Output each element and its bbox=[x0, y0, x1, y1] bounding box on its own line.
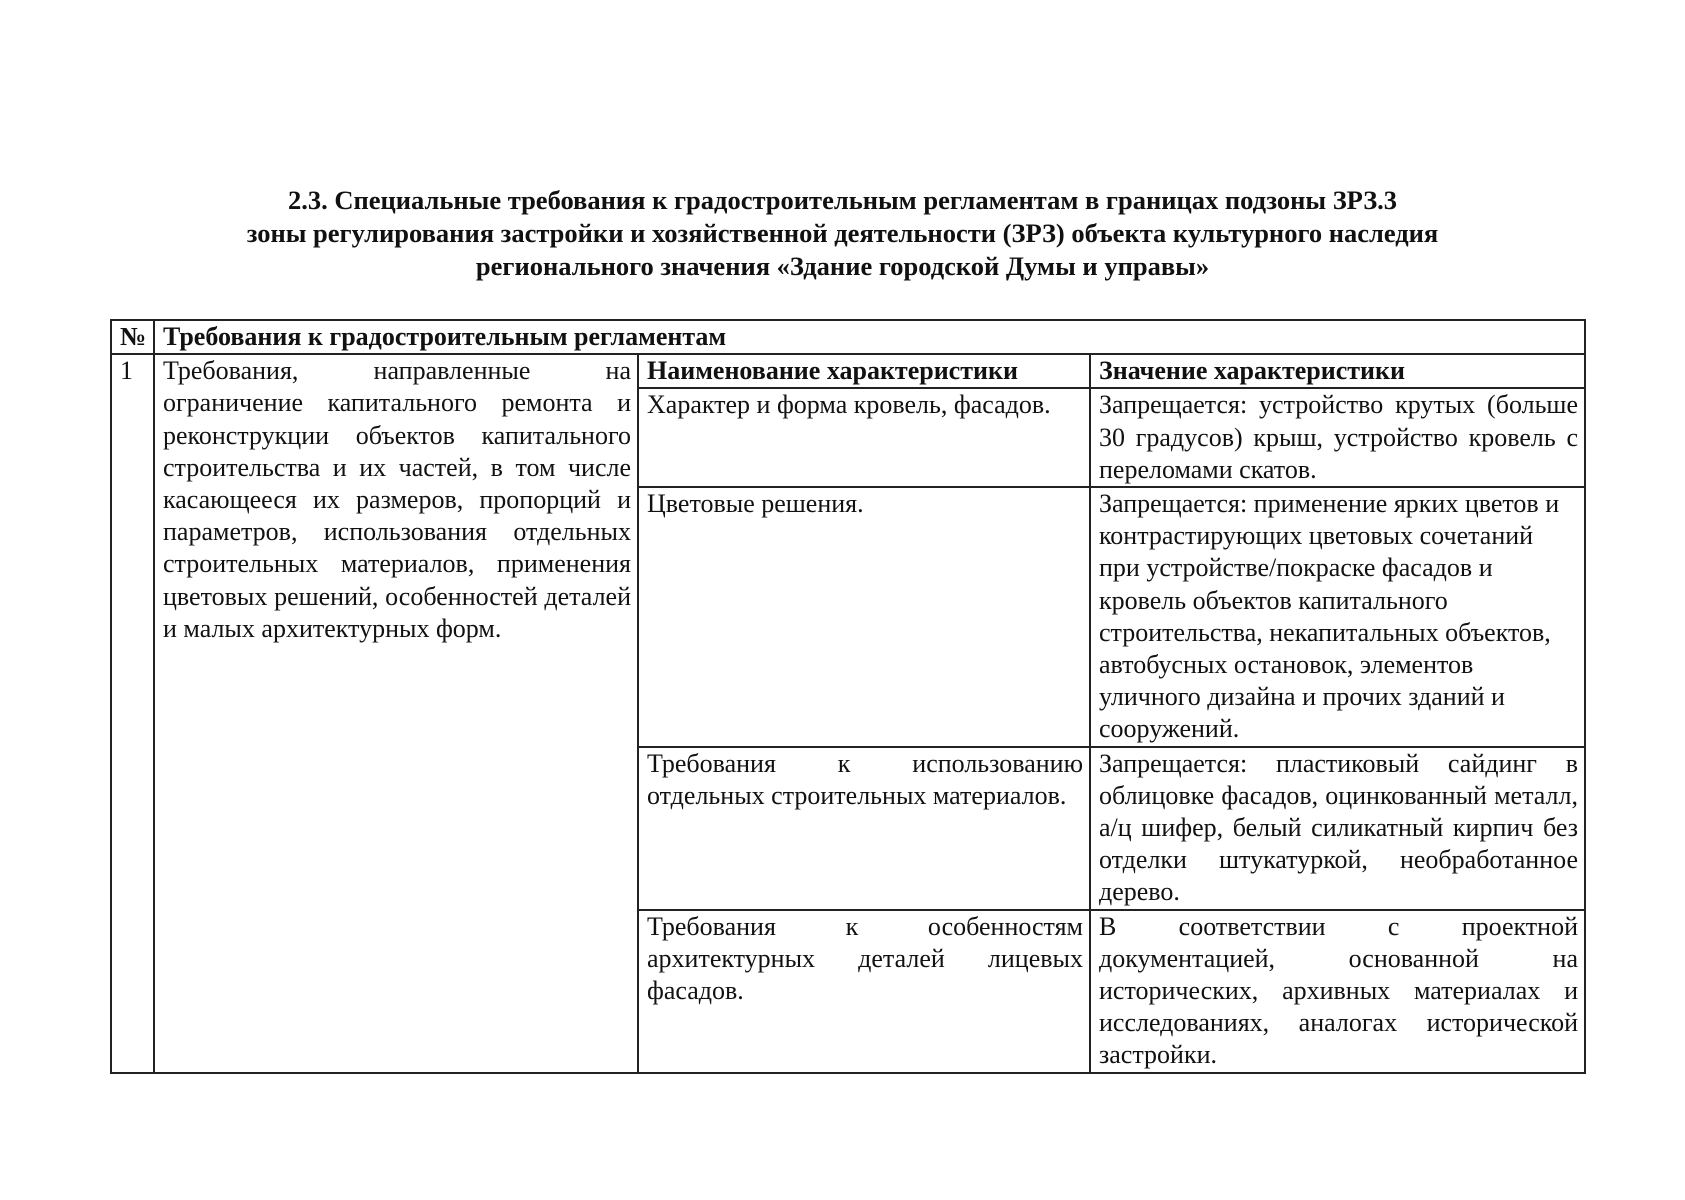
value-cell: Запрещается: устройство крутых (больше 30 градусов) крыш, устройство кровель с переломами скатов. bbox=[1090, 388, 1585, 487]
characteristic-cell: Цветовые решения. bbox=[638, 487, 1090, 747]
value-cell: Запрещается: пластиковый сайдинг в облицовке фасадов, оцинкованный металл, а/ц шифер, белый силикатный кирпич без отделки штукатуркой, необработанное дерево. bbox=[1090, 747, 1585, 910]
table-header-row bbox=[111, 320, 1585, 354]
table-row bbox=[111, 354, 1585, 388]
value-cell: В соответствии с проектной документацией, основанной на исторических, архивных материалах и исследованиях, аналогах исторической застройки. bbox=[1090, 910, 1585, 1073]
header-number: № bbox=[111, 320, 154, 354]
row-number: 1 bbox=[111, 354, 154, 1072]
title-line-3: регионального значения «Здание городской Думы и управы» bbox=[475, 251, 1210, 281]
title-line-1: 2.3. Специальные требования к градостроительным регламентам в границах подзоны ЗРЗ.3 bbox=[287, 185, 1398, 215]
characteristic-cell: Требования к особенностям архитектурных деталей лицевых фасадов. bbox=[638, 910, 1090, 1073]
characteristic-cell: Характер и форма кровель, фасадов. bbox=[638, 388, 1090, 487]
value-cell: Запрещается: применение ярких цветов и контрастирующих цветовых сочетаний при устройстве/покраске фасадов и кровель объектов капитального строительства, некапитальных объектов, автобусных остановок, элементов уличного дизайна и прочих зданий и сооружений. bbox=[1090, 487, 1585, 747]
title-line-2: зоны регулирования застройки и хозяйственной деятельности (ЗРЗ) объекта культурного наследия bbox=[246, 218, 1439, 248]
column-header-characteristic: Наименование характеристики bbox=[638, 354, 1090, 388]
requirements-table bbox=[110, 319, 1586, 1074]
document-title bbox=[160, 184, 1525, 283]
header-requirements: Требования к градостроительным регламентам bbox=[154, 320, 1585, 354]
column-header-value: Значение характеристики bbox=[1090, 354, 1585, 388]
characteristic-cell: Требования к использованию отдельных строительных материалов. bbox=[638, 747, 1090, 910]
requirement-description: Требования, направленные на ограничение капитального ремонта и реконструкции объектов капитального строительства и их частей, в том числе касающееся их размеров, пропорций и параметров, использования отдельных строительных материалов, применения цветовых решений, особенностей деталей и малых архитектурных форм. bbox=[154, 354, 638, 1072]
